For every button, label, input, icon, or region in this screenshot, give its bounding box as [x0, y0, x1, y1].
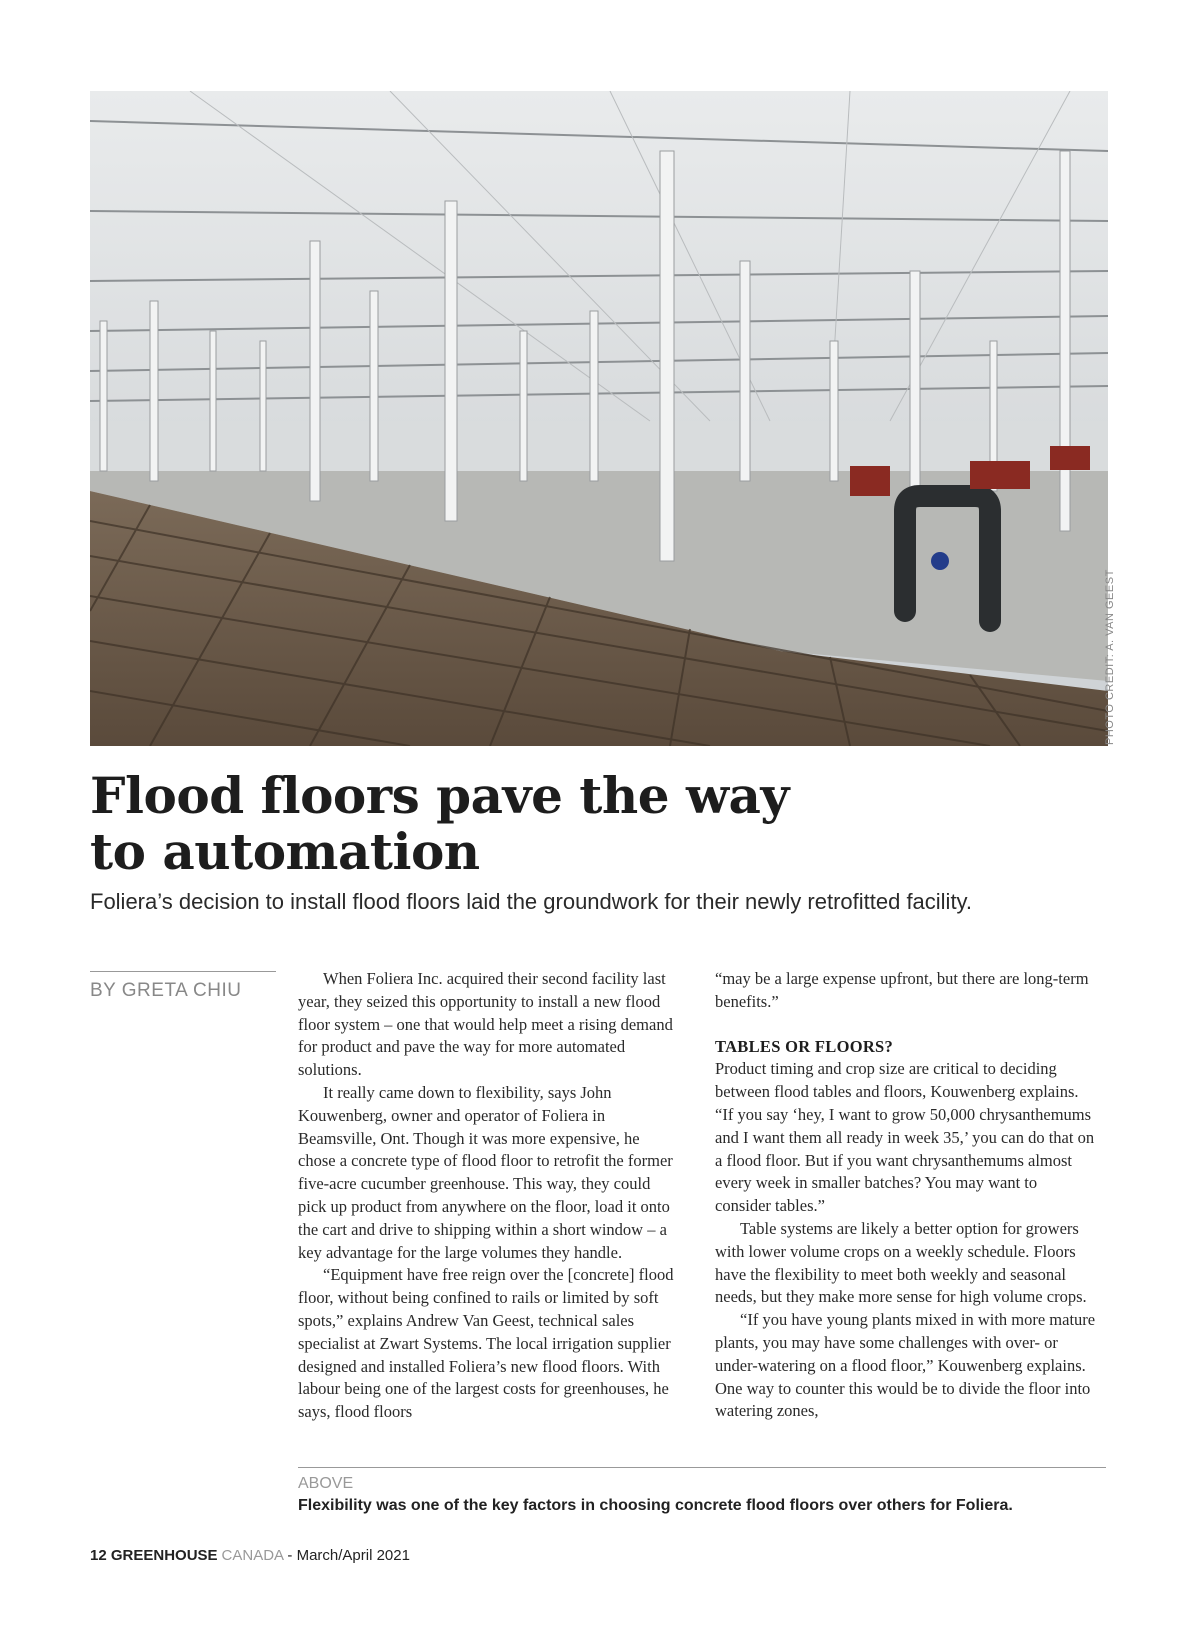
body-column-1 — [298, 968, 680, 1424]
paragraph: It really came down to flexibility, says John Kouwenberg, owner and operator of Foliera in Beamsville, Ont. Though it was more expensive, he chose a concrete type of flood floor to retrofit the former five-acre cucumber greenhouse. This way, they could pick up product from anywhere on the floor, load it onto the cart and drive to shipping within a short window – a key advantage for the large volumes they handle. — [298, 1082, 673, 1262]
subhead: TABLES OR FLOORS? — [715, 1036, 894, 1056]
issue-date: - March/April 2021 — [287, 1547, 410, 1564]
byline-rule — [90, 971, 276, 972]
body-column-2 — [715, 968, 1097, 1423]
greenhouse-photo — [90, 91, 1108, 746]
caption-text: Flexibility was one of the key factors in choosing concrete flood floors over others for Foliera. — [298, 1497, 1013, 1514]
caption-rule — [298, 1467, 1106, 1468]
magazine-name: GREENHOUSE — [110, 1547, 218, 1564]
headline — [90, 768, 1110, 880]
paragraph-continued: “may be a large expense upfront, but there are long-term benefits.” — [715, 969, 1089, 1011]
deck: Foliera’s decision to install flood floors laid the groundwork for their newly retrofitted facility. — [90, 889, 973, 914]
headline-line-1: Flood floors pave the way — [90, 766, 789, 825]
magazine-name-suffix: CANADA — [221, 1547, 284, 1564]
greenhouse-illustration — [90, 91, 1108, 746]
byline: BY GRETA CHIU — [90, 980, 242, 1001]
caption-label: ABOVE — [298, 1475, 354, 1492]
paragraph: Product timing and crop size are critical to deciding between flood tables and floors, Kouwenberg explains. “If you say ‘hey, I want to grow 50,000 chrysanthemums and I want them all ready in week 35,’ you can do that on a flood floor. But if you want chrysanthemums almost every week in smaller batches? You may want to consider tables.” — [715, 1059, 1095, 1216]
paragraph: When Foliera Inc. acquired their second facility last year, they seized this opportunity to install a new flood floor system – one that would help meet a rising demand for product and pave the way for more automated solutions. — [298, 969, 673, 1080]
paragraph: Table systems are likely a better option for growers with lower volume crops on a weekly schedule. Floors have the flexibility to meet both weekly and seasonal needs, but they make more sense for high volume crops. — [715, 1218, 1087, 1307]
photo-credit: PHOTO CREDIT: A. VAN GEEST — [1104, 569, 1116, 745]
paragraph: “Equipment have free reign over the [concrete] flood floor, without being confined to rails or limited by soft spots,” explains Andrew Van Geest, technical sales specialist at Zwart Systems. The local irrigation supplier designed and installed Foliera’s new flood floors. With labour being one of the largest costs for greenhouses, he says, flood floors — [298, 1265, 674, 1422]
folio — [90, 1547, 410, 1564]
page-number: 12 — [90, 1547, 107, 1564]
paragraph: “If you have young plants mixed in with more mature plants, you may have some challenges with over- or under-watering on a flood floor,” Kouwenberg explains. One way to counter this would be to divide the floor into watering zones, — [715, 1310, 1096, 1421]
headline-line-2: to automation — [90, 822, 480, 881]
